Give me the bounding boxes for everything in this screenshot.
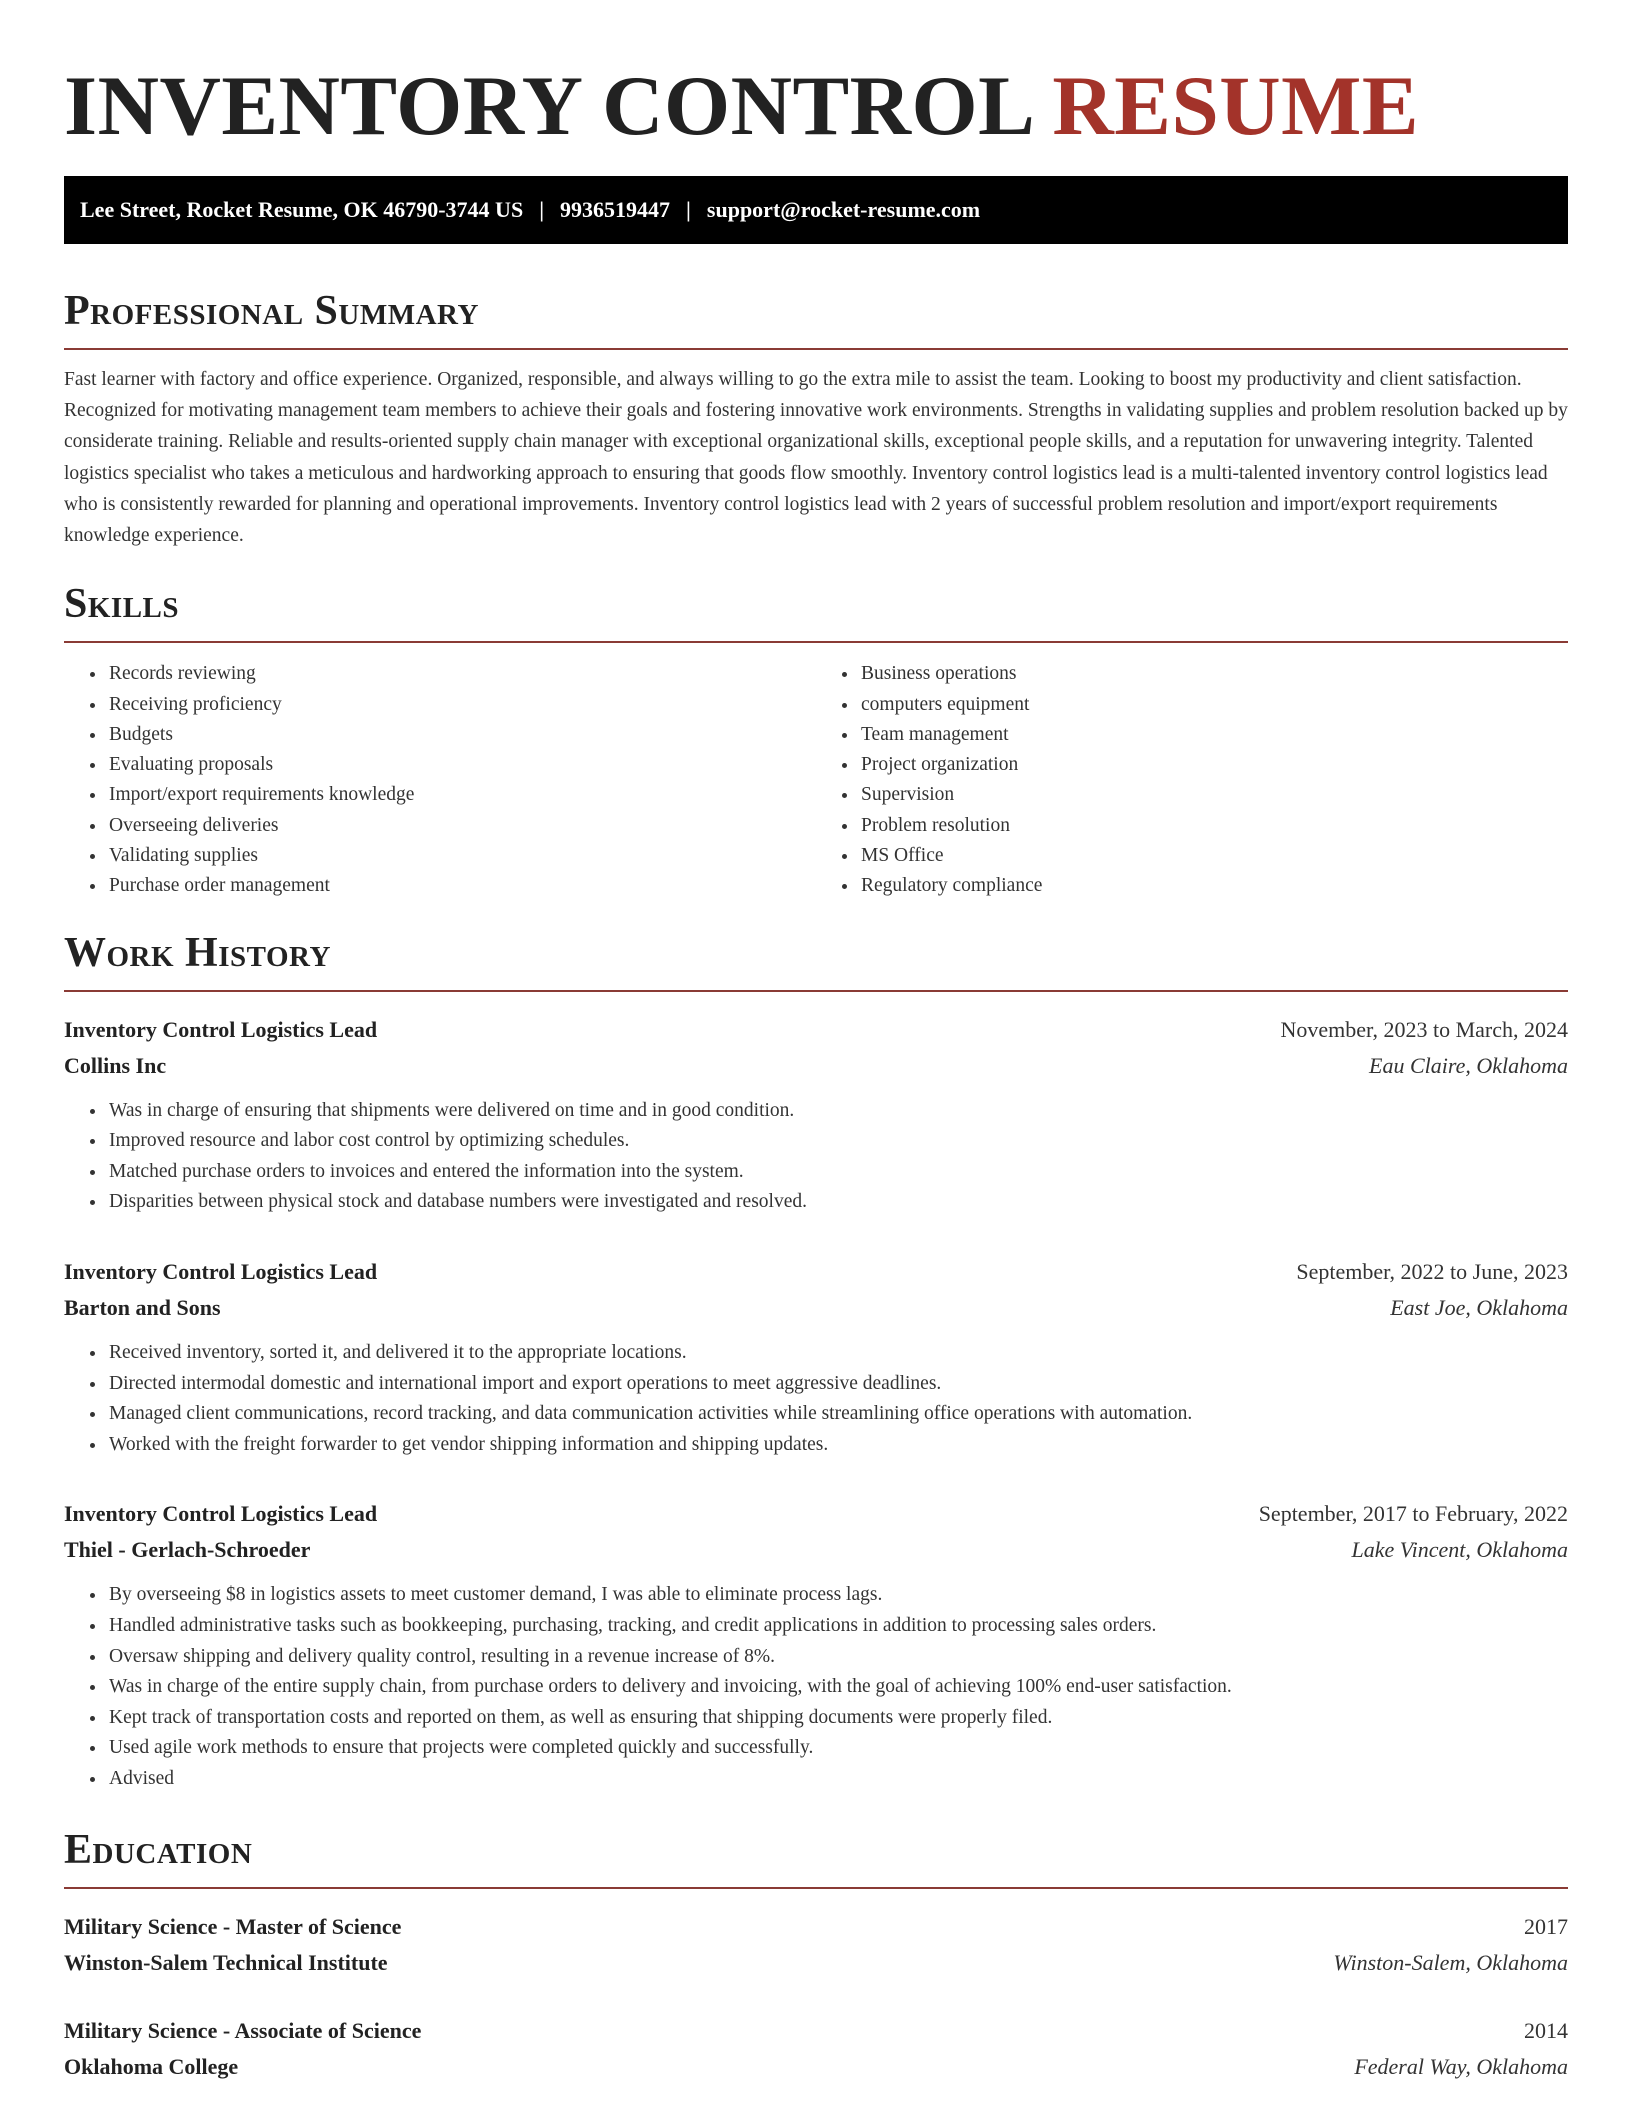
job-bullet: • Improved resource and labor cost control by optimizing schedules. [107, 1126, 1568, 1157]
job-dates: September, 2022 to June, 2023 [1296, 1258, 1568, 1284]
job-bullet: • Directed intermodal domestic and international import and export operations to meet aggressive deadlines. [107, 1369, 1568, 1400]
education-school-row [64, 1945, 1568, 1981]
skills-column-right [816, 659, 1568, 901]
skill-item: • Evaluating proposals [107, 750, 816, 780]
skill-item: • MS Office [859, 841, 1568, 871]
job-dates: November, 2023 to March, 2024 [1280, 1016, 1568, 1042]
job-title: Inventory Control Logistics Lead [64, 1258, 378, 1284]
job-location: Eau Claire, Oklahoma [1369, 1052, 1568, 1078]
skills-grid [64, 659, 1568, 901]
job-bullets [64, 1580, 1568, 1794]
job-company-row [64, 1290, 1568, 1326]
education-school: Oklahoma College [64, 2053, 239, 2079]
section-divider [64, 990, 1568, 992]
contact-separator: | [686, 197, 691, 222]
skills-column-left [64, 659, 816, 901]
job-bullet: • By overseeing $8 in logistics assets to meet customer demand, I was able to eliminate process lags. [107, 1580, 1568, 1611]
job-title: Inventory Control Logistics Lead [64, 1501, 378, 1527]
job-bullet: • Received inventory, sorted it, and delivered it to the appropriate locations. [107, 1338, 1568, 1369]
job-bullet: • Was in charge of the entire supply chain, from purchase orders to delivery and invoicing, with the goal of achieving 100% end-user satisfaction. [107, 1672, 1568, 1703]
skill-item: • Problem resolution [859, 811, 1568, 841]
job-bullets [64, 1096, 1568, 1218]
skill-item: • Receiving proficiency [107, 690, 816, 720]
section-divider [64, 641, 1568, 643]
skill-item: • Validating supplies [107, 841, 816, 871]
contact-phone: 9936519447 [560, 197, 671, 222]
job-bullet: • Handled administrative tasks such as bookkeeping, purchasing, tracking, and credit applications in addition to processing sales orders. [107, 1611, 1568, 1642]
education-header-row [64, 2013, 1568, 2049]
job-header-row [64, 1254, 1568, 1290]
education-location: Winston-Salem, Oklahoma [1333, 1949, 1568, 1975]
skill-item: • Project organization [859, 750, 1568, 780]
skill-item: • computers equipment [859, 690, 1568, 720]
job-bullet: • Matched purchase orders to invoices and entered the information into the system. [107, 1157, 1568, 1188]
education-location: Federal Way, Oklahoma [1354, 2053, 1568, 2079]
title-main: INVENTORY CONTROL [64, 59, 1031, 153]
work-history-heading: Work History [64, 929, 331, 976]
job-bullets [64, 1338, 1568, 1460]
title-accent: RESUME [1052, 59, 1420, 153]
section-divider [64, 1887, 1568, 1889]
section-divider [64, 348, 1568, 350]
skills-section [64, 579, 1568, 901]
education-year: 2014 [1524, 2017, 1568, 2043]
education-school: Winston-Salem Technical Institute [64, 1949, 388, 1975]
education-heading: Education [64, 1826, 253, 1873]
education-year: 2017 [1524, 1913, 1568, 1939]
job-bullet: • Worked with the freight forwarder to get vendor shipping information and shipping updates. [107, 1430, 1568, 1461]
job-bullet: • Oversaw shipping and delivery quality control, resulting in a revenue increase of 8%. [107, 1642, 1568, 1673]
skill-item: • Import/export requirements knowledge [107, 780, 816, 810]
job-bullet: • Advised [107, 1764, 1568, 1795]
summary-heading: Professional Summary [64, 288, 479, 334]
education-degree: Military Science - Master of Science [64, 1913, 402, 1939]
job-header-row [64, 1012, 1568, 1048]
job-company: Barton and Sons [64, 1294, 221, 1320]
job-bullet: • Kept track of transportation costs and reported on them, as well as ensuring that shipping documents were properly filed. [107, 1703, 1568, 1734]
skill-item: • Regulatory compliance [859, 871, 1568, 901]
job-location: East Joe, Oklahoma [1390, 1294, 1568, 1320]
job-entry [64, 1254, 1568, 1460]
job-location: Lake Vincent, Oklahoma [1351, 1537, 1568, 1563]
skills-heading: Skills [64, 581, 180, 628]
job-company: Thiel - Gerlach-Schroeder [64, 1537, 311, 1563]
job-entry [64, 1012, 1568, 1218]
education-school-row [64, 2049, 1568, 2085]
job-company: Collins Inc [64, 1052, 167, 1078]
skill-item: • Team management [859, 720, 1568, 750]
skill-item: • Purchase order management [107, 871, 816, 901]
contact-email: support@rocket-resume.com [706, 197, 981, 222]
summary-section [64, 286, 1568, 551]
education-entry [64, 1909, 1568, 1981]
skill-item: • Overseeing deliveries [107, 811, 816, 841]
work-history-section [64, 928, 1568, 1795]
skill-item: • Budgets [107, 720, 816, 750]
skill-item: • Supervision [859, 780, 1568, 810]
resume-title [64, 0, 1568, 156]
contact-separator: | [539, 197, 545, 222]
education-degree: Military Science - Associate of Science [64, 2017, 422, 2043]
summary-text: Fast learner with factory and office experience. Organized, responsible, and always willing to go the extra mile to assist the team. Looking to boost my productivity and client satisfaction. Recognized for motivating management team members to achieve their goals and fostering innovative work environments. Strengths in validating supplies and problem resolution backed up by considerate training. Reliable and results-oriented supply chain manager with exceptional organizational skills, exceptional people skills, and a reputation for unwavering integrity. Talented logistics specialist who takes a meticulous and hardworking approach to ensuring that goods flow smoothly. Inventory control logistics lead is a multi-talented inventory control logistics lead who is consistently rewarded for planning and operational improvements. Inventory control logistics lead with 2 years of successful problem resolution and import/export requirements knowledge experience. [64, 369, 1568, 547]
job-bullet: • Used agile work methods to ensure that projects were completed quickly and successfully. [107, 1733, 1568, 1764]
job-company-row [64, 1532, 1568, 1568]
skill-item: • Records reviewing [107, 659, 816, 689]
job-title: Inventory Control Logistics Lead [64, 1016, 378, 1042]
education-entry [64, 2013, 1568, 2085]
education-section [64, 1825, 1568, 2085]
job-entry [64, 1496, 1568, 1794]
job-dates: September, 2017 to February, 2022 [1258, 1501, 1568, 1527]
contact-address: Lee Street, Rocket Resume, OK 46790-3744 US [80, 197, 524, 222]
job-bullet: • Managed client communications, record tracking, and data communication activities while streamlining office operations with automation. [107, 1399, 1568, 1430]
job-company-row [64, 1048, 1568, 1084]
job-bullet: • Disparities between physical stock and database numbers were investigated and resolved. [107, 1187, 1568, 1218]
skill-item: • Business operations [859, 659, 1568, 689]
contact-bar [64, 176, 1568, 244]
education-header-row [64, 1909, 1568, 1945]
job-bullet: • Was in charge of ensuring that shipments were delivered on time and in good condition. [107, 1096, 1568, 1127]
job-header-row [64, 1496, 1568, 1532]
